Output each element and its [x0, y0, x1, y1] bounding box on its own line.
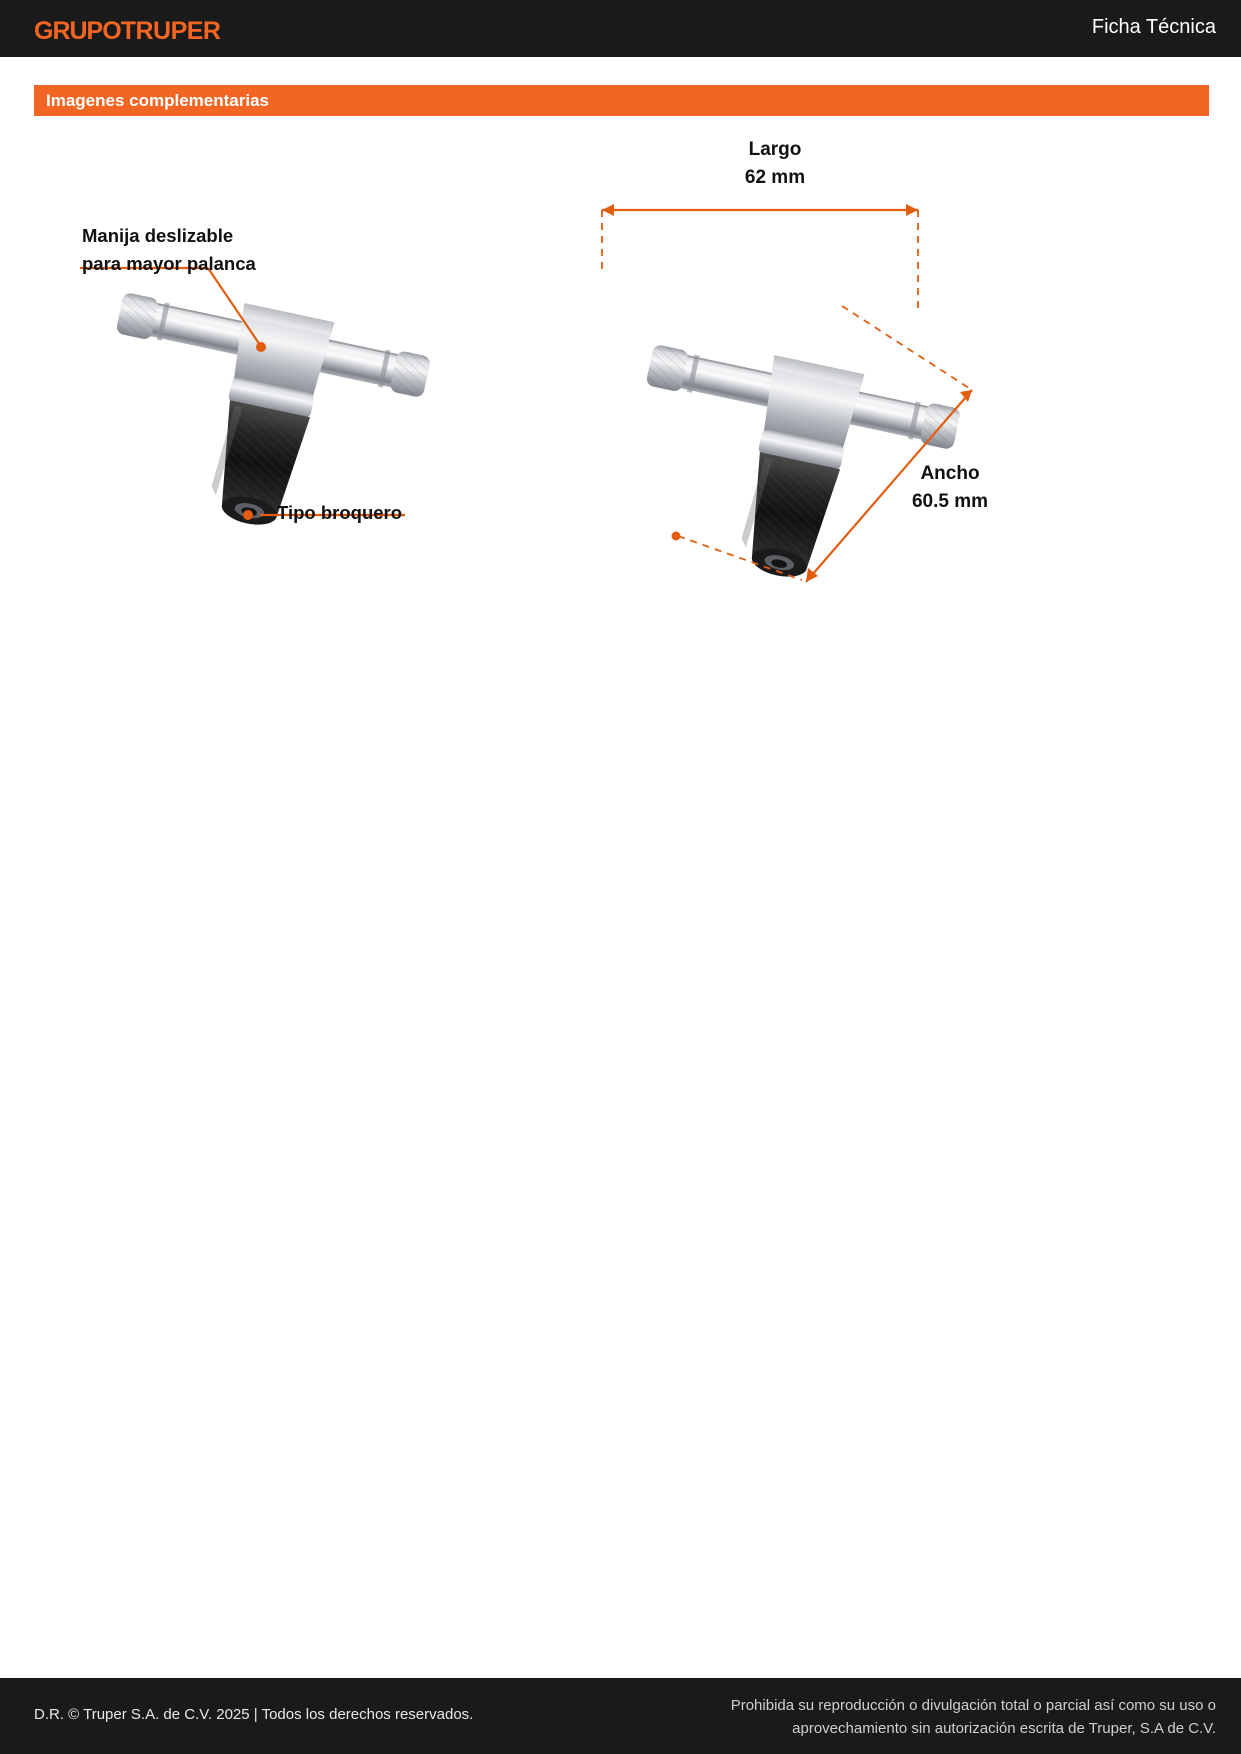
- section-header-label: Imagenes complementarias: [46, 91, 269, 110]
- dimension-largo: [602, 204, 918, 310]
- callout-label-chuck-type: [277, 499, 402, 527]
- callout-label-sliding-handle-line2: para mayor palanca: [82, 252, 256, 274]
- dimension-label-largo-name: Largo: [748, 139, 802, 160]
- brand-logo-truper: TRUPER: [120, 17, 221, 45]
- callout-label-sliding-handle-line1: Manija deslizable: [82, 225, 234, 246]
- page-header: [0, 0, 1241, 57]
- dimension-label-ancho-name: Ancho: [920, 463, 980, 484]
- brand-logo-grupo: GRUPO: [34, 17, 121, 45]
- brand-logo: [34, 17, 220, 46]
- figure-left: [60, 160, 480, 590]
- tap-wrench-illustration-right: [580, 140, 1050, 610]
- footer-copyright: D.R. © Truper S.A. de C.V. 2025 | Todos los derechos reservados.: [34, 1706, 474, 1723]
- page-title: Ficha Técnica: [1091, 16, 1216, 38]
- dimension-label-ancho: [870, 460, 1030, 515]
- figure-right: [580, 140, 1050, 610]
- footer-legal-notice: [696, 1695, 1216, 1740]
- figures-area: [0, 130, 1241, 660]
- callout-label-chuck-type-line1: Tipo broquero: [277, 502, 403, 523]
- page-footer: [0, 1678, 1241, 1754]
- dimension-label-ancho-value: 60.5 mm: [911, 490, 989, 512]
- footer-legal-notice-line2: aprovechamiento sin autorización escrita de Truper, S.A de C.V.: [792, 1719, 1216, 1737]
- footer-legal-notice-line1: Prohibida su reproducción o divulgación total o parcial así como su uso o: [730, 1697, 1216, 1714]
- section-header-bar: [34, 85, 1209, 116]
- callout-label-sliding-handle: [82, 222, 256, 278]
- dimension-label-largo-value: 62 mm: [744, 166, 806, 188]
- dimension-label-largo: [695, 136, 855, 191]
